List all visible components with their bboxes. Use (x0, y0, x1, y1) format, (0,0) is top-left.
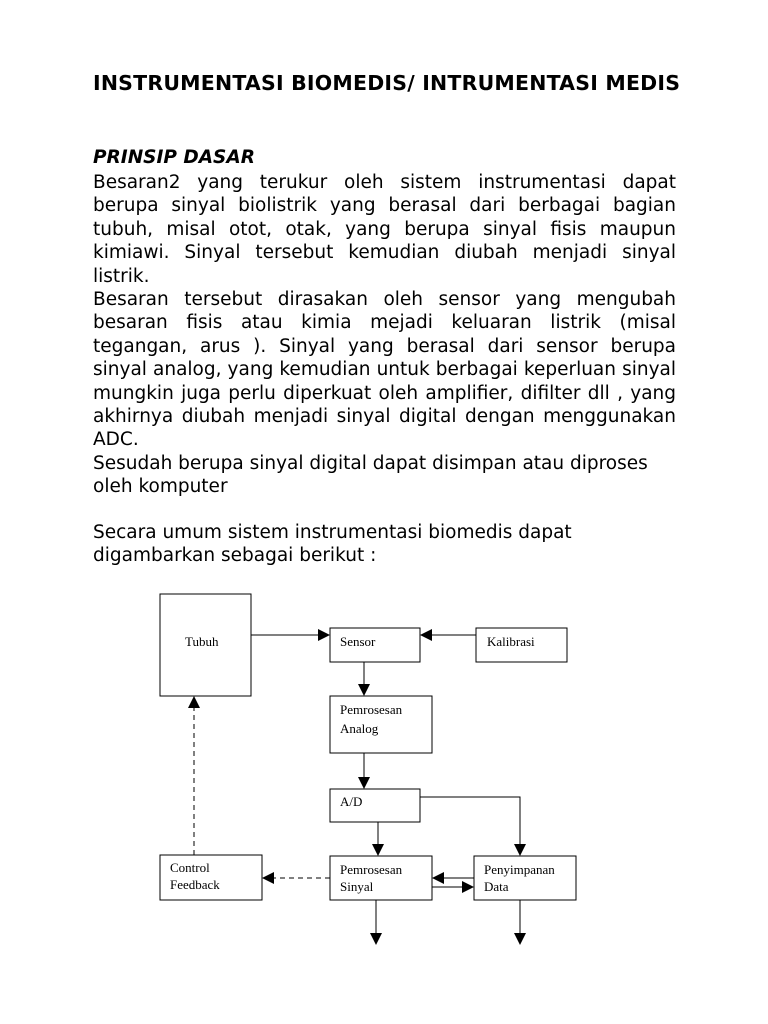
block-sensor-label: Sensor (340, 634, 376, 649)
block-pemrosesan-sinyal-label-1: Pemrosesan (340, 862, 403, 877)
paragraph-1: Besaran2 yang terukur oleh sistem instrumentasi dapat berupa sinyal biolistrik yang berasal dari berbagai bagian tubuh, misal otot, otak, yang berupa sinyal fisis maupun kimiawi. Sinyal tersebut kemudian diubah menjadi sinyal listrik. (93, 172, 676, 287)
block-ad (330, 789, 420, 822)
block-sensor (330, 628, 420, 662)
block-kalibrasi-label: Kalibrasi (487, 634, 535, 649)
block-control-feedback-label-1: Control (170, 860, 210, 875)
block-tubuh-label: Tubuh (185, 634, 219, 649)
paragraph-4: Secara umum sistem instrumentasi biomedis dapat digambarkan sebagai berikut : (93, 522, 572, 567)
paragraph-2: Besaran tersebut dirasakan oleh sensor yang mengubah besaran fisis atau kimia mejadi keluaran listrik (misal tegangan, arus ). Sinyal yang berasal dari sensor berupa sinyal analog, yang kemudian untuk berbagai keperluan sinyal mungkin juga perlu diperkuat oleh amplifier, difilter dll , yang akhirnya diubah menjadi sinyal digital dengan menggunakan ADC. (93, 289, 676, 451)
block-penyimpanan-data (474, 856, 576, 900)
block-penyimpanan-data-label-1: Penyimpanan (484, 862, 555, 877)
block-pemrosesan-sinyal (330, 856, 432, 900)
block-control-feedback (160, 855, 262, 900)
block-ad-label: A/D (340, 794, 363, 809)
block-penyimpanan-data-label-2: Data (484, 879, 509, 894)
document-title: INSTRUMENTASI BIOMEDIS/ INTRUMENTASI MEDIS (93, 71, 681, 95)
block-control-feedback-label-2: Feedback (170, 877, 220, 892)
block-pemrosesan-analog (330, 696, 432, 753)
paragraph-3: Sesudah berupa sinyal digital dapat disimpan atau diproses oleh komputer (93, 453, 648, 498)
arrow-ad-to-penyimpanan-data (420, 797, 520, 855)
block-kalibrasi (476, 628, 567, 662)
block-pemrosesan-analog-label-1: Pemrosesan (340, 702, 403, 717)
block-pemrosesan-analog-label-2: Analog (340, 721, 379, 736)
block-pemrosesan-sinyal-label-2: Sinyal (340, 879, 374, 894)
block-tubuh (160, 594, 251, 696)
section-heading: PRINSIP DASAR (93, 147, 255, 168)
